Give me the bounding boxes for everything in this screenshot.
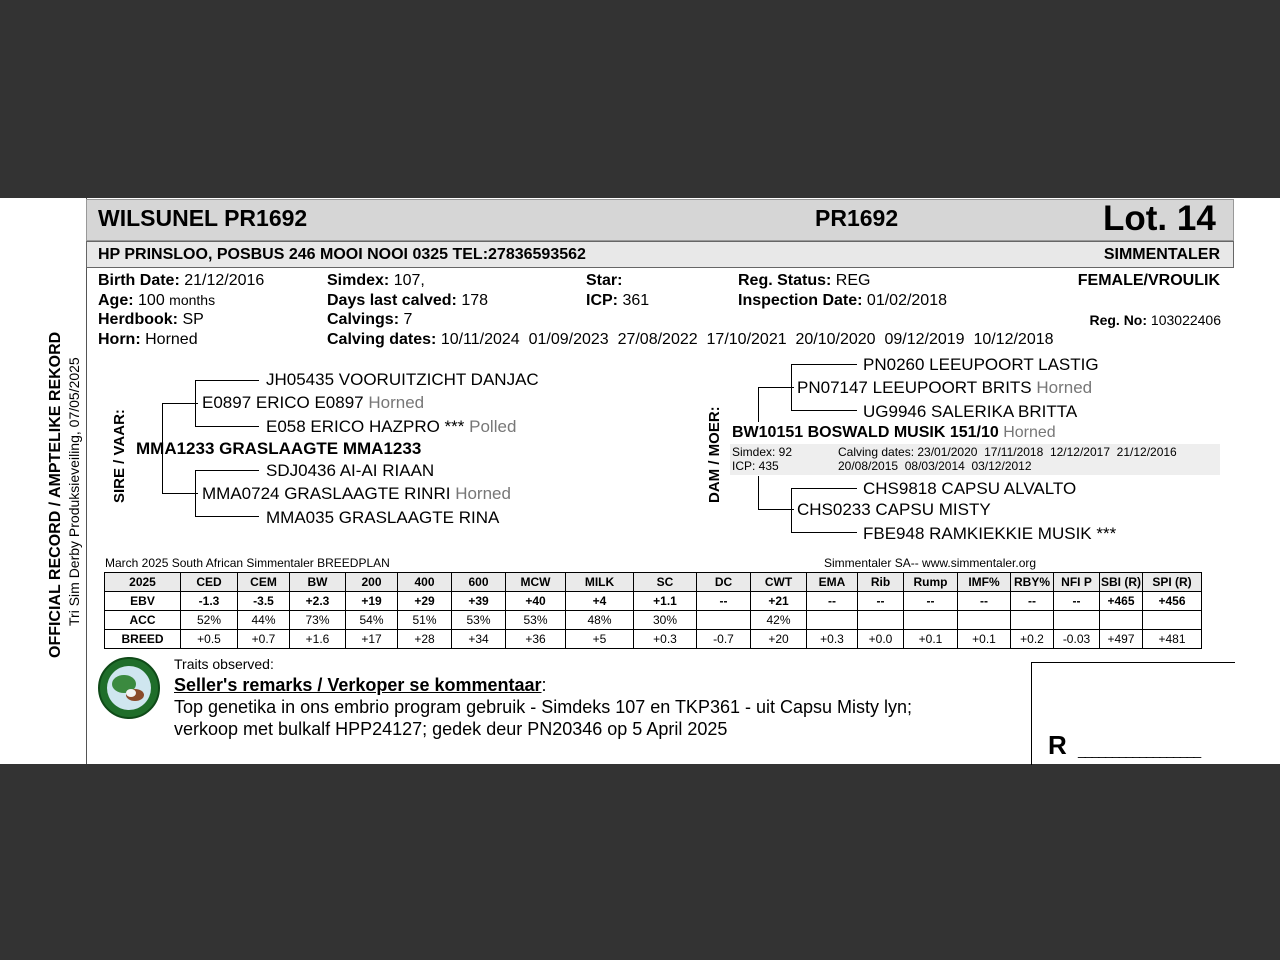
days-last-calved: Days last calved: 178 (327, 292, 489, 309)
sire-label: SIRE / VAAR: (111, 409, 128, 503)
animal-id: PR1692 (815, 205, 899, 231)
event-label: Tri Sim Derby Produksieveiling, 07/05/2025 (66, 357, 82, 626)
dam-dam: CHS0233 CAPSU MISTY (797, 500, 991, 519)
sire-sire-sire: JH05435 VOORUITZICHT DANJAC (266, 370, 539, 389)
sire-sire-dam: E058 ERICO HAZPRO *** Polled (266, 417, 517, 436)
price-field[interactable]: __________________ (1078, 742, 1201, 758)
seller-remarks-title: Seller's remarks / Verkoper se kommentaar: (174, 675, 547, 695)
ebv-header-row: 2025 CED CEM BW 200 400 600 MCW MILK SC DC CWT EMA Rib Rump IMF% RBY% NFI P SBI (R) SPI (R) (105, 573, 1202, 592)
breedplan-caption: March 2025 South African Simmentaler BREEDPLAN (105, 556, 390, 570)
website-caption: Simmentaler SA-- www.simmentaler.org (824, 556, 1037, 570)
icp: ICP: 361 (586, 292, 650, 309)
sire-dam-dam: MMA035 GRASLAAGTE RINA (266, 508, 500, 527)
sire-dam-sire: SDJ0436 AI-AI RIAAN (266, 461, 435, 480)
acc-row: ACC 52% 44% 73% 54% 51% 53% 53% 48% 30% 42% (105, 611, 1202, 630)
dam-dam-sire: CHS9818 CAPSU ALVALTO (863, 479, 1077, 498)
lot-number: Lot. 14 (1103, 199, 1216, 238)
traits-observed: Traits observed: (174, 656, 274, 672)
calving-dates: Calving dates: 10/11/2024 01/09/2023 27/08/2022 17/10/2021 20/10/2020 09/12/2019 10/12/2018 (327, 331, 1054, 348)
dam-sire-sire: PN0260 LEEUPOORT LASTIG (863, 355, 1099, 374)
breed-label: SIMMENTALER (1103, 246, 1220, 263)
official-record-label: OFFICIAL RECORD / AMPTELIKE REKORD (47, 331, 64, 658)
sire-name: MMA1233 GRASLAAGTE MMA1233 (136, 439, 422, 458)
dam-calving-dates-2: 20/08/2015 08/03/2014 03/12/2012 (838, 459, 1032, 473)
breed-avg-row: BREED +0.5 +0.7 +1.6 +17 +28 +34 +36 +5 +0.3 -0.7 +20 +0.3 +0.0 +0.1 +0.1 +0.2 -0.03 +497 +481 (105, 630, 1202, 649)
dam-calving-dates: Calving dates: 23/01/2020 17/11/2018 12/12/2017 21/12/2016 (838, 445, 1177, 459)
ebv-table (104, 572, 1202, 649)
animal-name: WILSUNEL PR1692 (98, 205, 308, 231)
price-currency: R (1048, 730, 1067, 760)
herdbook: Herdbook: SP (98, 311, 204, 328)
age: Age: 100 months (98, 292, 216, 309)
dam-icp: ICP: 435 (732, 459, 779, 473)
owner-info: HP PRINSLOO, POSBUS 246 MOOI NOOI 0325 TEL:27836593562 (98, 246, 586, 263)
dam-name: BW10151 BOSWALD MUSIK 151/10 Horned (732, 424, 1056, 441)
dam-sire: PN07147 LEEUPOORT BRITS Horned (797, 378, 1093, 397)
sex-label: FEMALE/VROULIK (1077, 272, 1220, 289)
simmentaler-logo (97, 657, 161, 724)
simdex: Simdex: 107, (327, 272, 425, 289)
inspection-date: Inspection Date: 01/02/2018 (738, 292, 947, 309)
remarks-line-2: verkoop met bulkalf HPP24127; gedek deur PN20346 op 5 April 2025 (174, 719, 728, 739)
sire-sire: E0897 ERICO E0897 Horned (202, 393, 425, 412)
ebv-row: EBV -1.3 -3.5 +2.3 +19 +29 +39 +40 +4 +1.1 -- +21 -- -- -- -- -- -- +465 +456 (105, 592, 1202, 611)
dam-simdex: Simdex: 92 (732, 445, 793, 459)
calvings: Calvings: 7 (327, 311, 413, 328)
dam-dam-dam: FBE948 RAMKIEKKIE MUSIK *** (863, 524, 1117, 543)
horn-status: Horn: Horned (98, 331, 198, 348)
reg-status: Reg. Status: REG (738, 272, 871, 289)
birth-date: Birth Date: 21/12/2016 (98, 272, 265, 289)
dam-sire-dam: UG9946 SALERIKA BRITTA (863, 402, 1078, 421)
dam-label: DAM / MOER: (706, 406, 723, 503)
dam-bracket (758, 387, 759, 422)
sire-dam: MMA0724 GRASLAAGTE RINRI Horned (202, 484, 511, 503)
reg-number: Reg. No: 103022406 (1089, 312, 1221, 328)
star: Star: (586, 272, 623, 289)
remarks-line-1: Top genetika in ons embrio program gebruik - Simdeks 107 en TKP361 - uit Capsu Misty lyn; (174, 697, 913, 717)
